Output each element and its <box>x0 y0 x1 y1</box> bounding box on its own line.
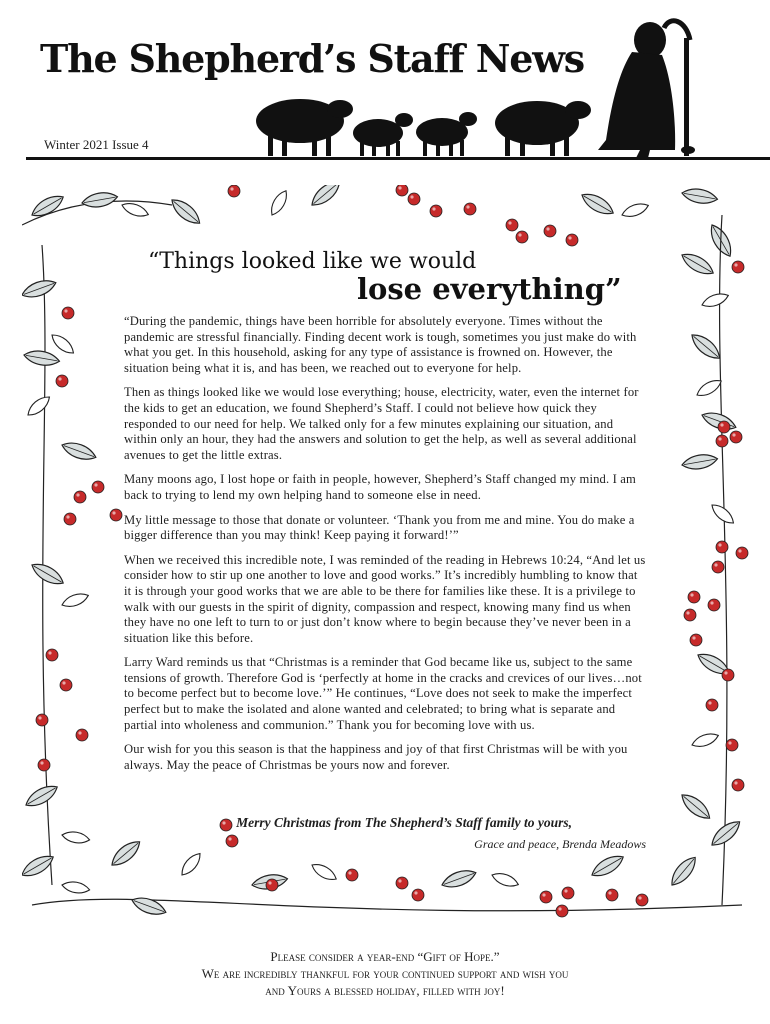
article-paragraph: Many moons ago, I lost hope or faith in people, however, Shepherd’s Staff changed my mind. I am back to trying to lend my own helping hand to someone else in need. <box>124 472 636 502</box>
footer-line: and Yours a blessed holiday, filled with joy! <box>265 983 505 998</box>
signature: Grace and peace, Brenda Meadows <box>474 837 646 851</box>
shepherd-silhouette-icon <box>598 21 695 158</box>
lamb-icon <box>416 112 477 156</box>
article-paragraph: Then as things looked like we would lose everything; house, electricity, water, even the internet for the kids to get an education, we found Shepherd’s Staff. I could not believe how quick they responded to our need for help. We talked only for a few minutes explaining our situation, and within only an hour, they had the answers and solution to get the help, as well as several additional avenues to get the little extras. <box>124 385 639 462</box>
sheep-icon <box>256 99 353 156</box>
article-body <box>124 314 648 782</box>
article-paragraph: “During the pandemic, things have been horrible for absolutely everyone. Times without the pandemic are stressful financially. Finding decent work is tough, sometimes you just make do with what you get. In this household, asking for any type of assistance is frowned on. However, the situation being what it is, and has been, we reached out to everyone for help. <box>124 314 637 375</box>
flock-silhouette-icon <box>0 0 770 165</box>
article-heading-line2: lose everything” <box>357 272 622 306</box>
masthead <box>0 0 770 165</box>
footer-line: We are incredibly thankful for your continued support and wish you <box>201 966 569 981</box>
sheep-icon <box>495 101 591 156</box>
newsletter-title: The Shepherd’s Staff News <box>40 36 584 81</box>
article-heading-line1: “Things looked like we would <box>148 249 477 274</box>
closing-greeting: Merry Christmas from The Shepherd’s Staff family to yours, <box>236 815 572 830</box>
article-paragraph: When we received this incredible note, I was reminded of the reading in Hebrews 10:24, “And let us consider how to stir up one another to love and good works.” It’s incredibly humbling to know that it is through your good works that we are able to be there for families like these. It is a privilege to walk with our guests in the spirit of dignity, compassion and respect, knowing many find us when they have no one left to turn to or just don’t know where to begin because they’ve never been in a situation like this before. <box>124 552 646 645</box>
footer-message <box>0 948 770 999</box>
article-paragraph: Our wish for you this season is that the happiness and joy of that first Christmas will be with you always. May the peace of Christmas be yours now and forever. <box>124 742 628 772</box>
issue-label: Winter 2021 Issue 4 <box>44 137 149 152</box>
lamb-icon <box>353 113 413 156</box>
article-paragraph: My little message to those that donate or volunteer. ‘Thank you from me and mine. You do make a bigger difference than you may think! Keep paying it forward!’” <box>124 512 635 543</box>
footer-line: Please consider a year-end “Gift of Hope.” <box>270 949 500 964</box>
article-paragraph: Larry Ward reminds us that “Christmas is a reminder that God became like us, subject to the same tensions of growth. Therefore God is ‘perfectly at home in the cracks and crevices of our lives…not to become perfect but to become love.’” He continues, “Love does not seek to make the imperfect perfect but to make the isolated and alone wanted and celebrated; to bring what is separate and partial into wholeness and communion.” Thank you for becoming love with us. <box>124 655 642 732</box>
